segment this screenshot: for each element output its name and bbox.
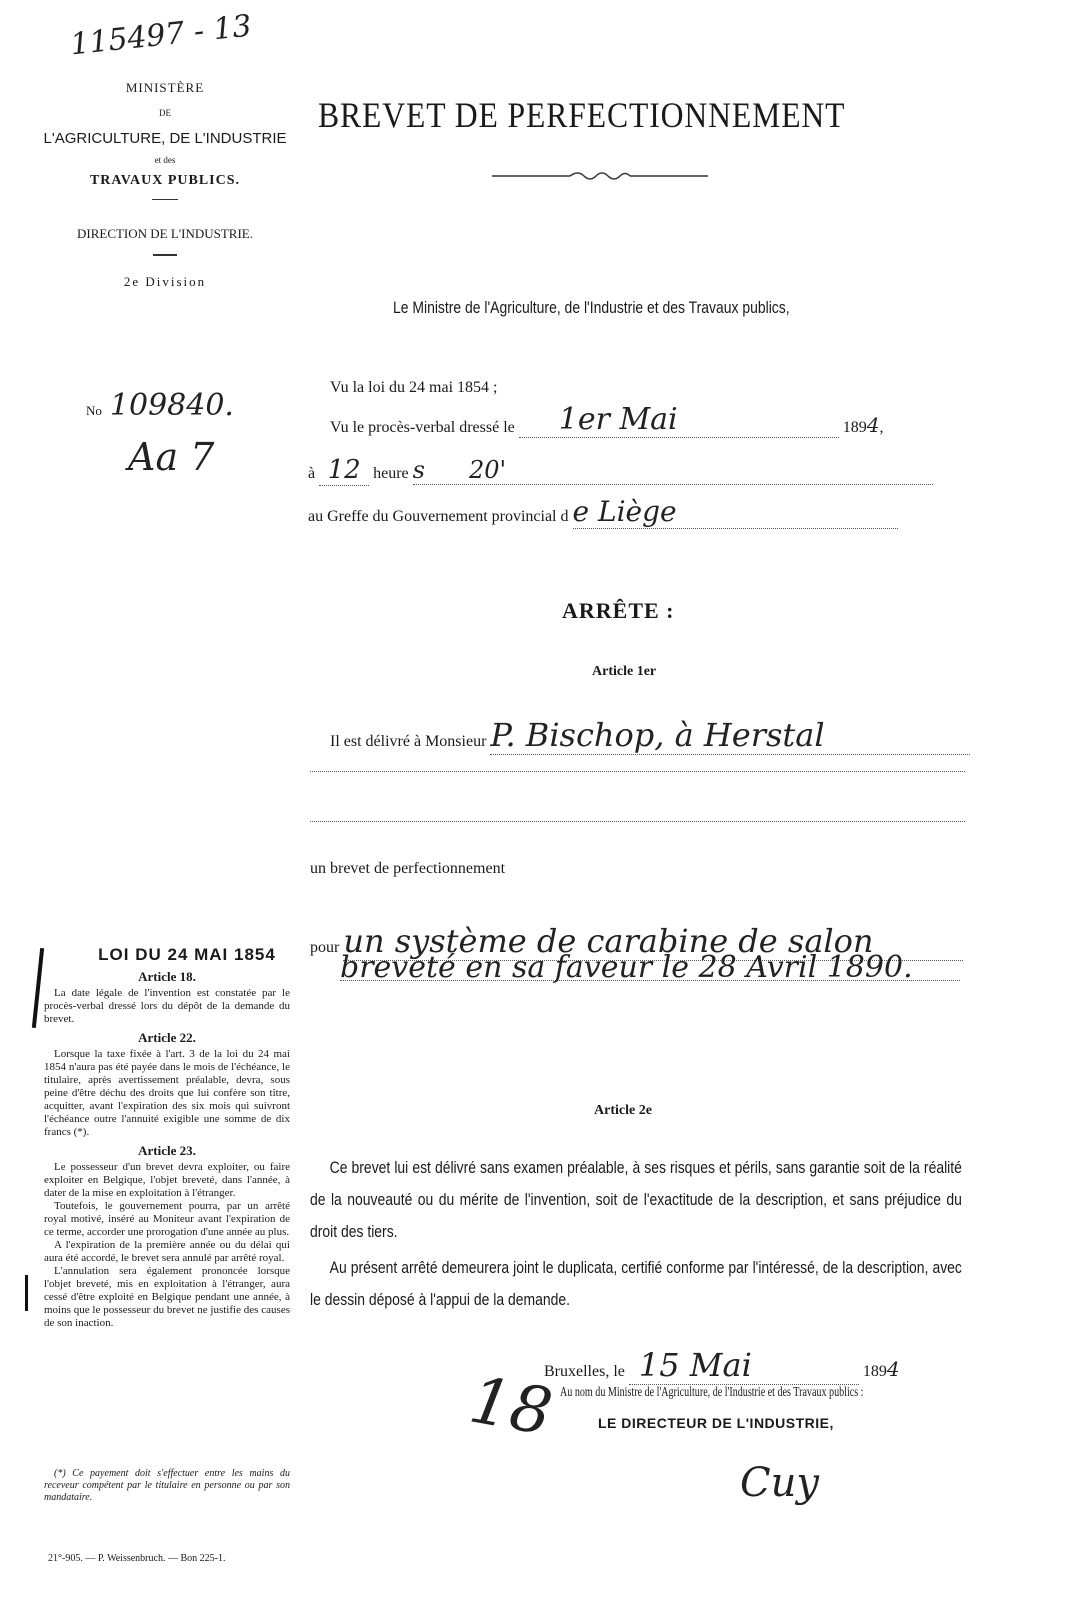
signature: Cuy [740, 1460, 819, 1506]
law-art23-p1: Le possesseur d'un brevet devra exploiter, ou faire exploiter en Belgique, l'objet breveté, dans l'année, à dater de la mise en exploitation à l'étranger. [44, 1161, 290, 1199]
article2-title: Article 2e [594, 1103, 652, 1118]
greffe-field [573, 495, 898, 529]
on-behalf: Au nom du Ministre de l'Agriculture, de l'Industrie et des Travaux publics : [560, 1385, 864, 1400]
article1-label: Il est délivré à Monsieur [330, 733, 487, 750]
place-label: Bruxelles, le [544, 1363, 625, 1380]
proces-verbal-date: 1er Mai [558, 402, 678, 437]
article1-row [330, 716, 1010, 755]
divider [153, 254, 177, 256]
title-ornament [490, 168, 710, 184]
heure-row [308, 455, 968, 486]
law-art22-text: Lorsque la taxe fixée à l'art. 3 de la loi du 24 mai 1854 n'aura pas été payée dans le mois de l'échéance, le titulaire, après avertissement préalable, devra, sous peine d'être déchu des droits que lui confère son titre, acquitter, avant l'expiration des six mois qui suivront l'échéance outre l'annuité exigible une somme de dix francs (*). [44, 1048, 290, 1138]
heure-label: heure [373, 465, 409, 482]
vu-loi: Vu la loi du 24 mai 1854 ; [330, 379, 498, 396]
vu-proces-verbal-label: Vu le procès-verbal dressé le [330, 419, 515, 436]
blank-line-1 [310, 770, 965, 772]
sign-date-field [629, 1346, 859, 1385]
place-date-row [544, 1346, 900, 1385]
direction-label: DIRECTION DE L'INDUSTRIE. [76, 226, 253, 241]
ministry-line5: TRAVAUX PUBLICS. [89, 173, 241, 188]
heure-minutes: 20' [468, 456, 507, 484]
heure-s: s [412, 456, 425, 484]
article2-p1: Ce brevet lui est délivré sans examen préalable, à ses risques et périls, sans garantie soit de la réalité de la nouveauté ou du mérite de l'invention, soit de l'exactitude de la description, et sans préjudice du droit des tiers. [310, 1158, 962, 1241]
brevet-label: un brevet de perfectionnement [310, 860, 506, 877]
ministry-line3: L'AGRICULTURE, DE L'INDUSTRIE [43, 130, 287, 147]
law-art23-p3: A l'expiration de la première année ou du délai qui aura été accordé, le brevet sera annulé par arrêté royal. [44, 1239, 290, 1264]
greffe-row [308, 495, 968, 529]
number-prefix: No [86, 403, 102, 418]
law-art23-title: Article 23. [138, 1143, 196, 1158]
sign-date: 15 Mai [638, 1346, 752, 1384]
minister-line: Le Ministre de l'Agriculture, de l'Industrie et des Travaux publics, [393, 298, 790, 317]
pour-label: pour [310, 939, 340, 956]
law-art23-p4: L'annulation sera également prononcée lorsque l'objet breveté, mis en exploitation à l'étranger, aura cessé d'être exploité en Belgique pendant une année, à moins que le possesseur du brevet ne justifie des causes de son inaction. [44, 1265, 290, 1329]
arrete-heading: ARRÊTE : [562, 598, 675, 623]
greffe-value: e Liège [572, 495, 677, 528]
page-title: BREVET DE PERFECTIONNEMENT [318, 95, 846, 135]
vu-proces-verbal-row [330, 402, 970, 438]
article2-p2: Au présent arrêté demeurera joint le duplicata, certifié conforme par l'intéressé, de la description, avec le dessin déposé à l'appui de la demande. [310, 1258, 962, 1309]
law-art18-text: La date légale de l'invention est constatée par le procès-verbal dressé lors du dépôt de la demande du brevet. [44, 987, 290, 1025]
margin-stroke [32, 948, 44, 1028]
year-suffix: 4 [866, 413, 880, 437]
handwritten-reference: 115497 - 13 [68, 8, 254, 63]
heure-prefix: à [308, 465, 316, 482]
ornament-divider [152, 199, 178, 200]
heure-hour: 12 [319, 455, 369, 486]
printer-line: 21°-905. — P. Weissenbruch. — Bon 225-1. [48, 1553, 226, 1564]
article1-value: P. Bischop, à Herstal [490, 716, 825, 754]
sign-year-suffix: 4 [886, 1357, 900, 1381]
law-art23-p2: Toutefois, le gouvernement pourra, par un arrêté royal motivé, inséré au Moniteur avant l'expiration de ce terme, accorder une prorogation d'une année au plus. [44, 1200, 290, 1238]
division-label: 2e Division [123, 274, 207, 289]
heure-minutes-field [413, 456, 933, 485]
law-title: LOI DU 24 MAI 1854 [98, 945, 276, 964]
number-value: 109840. [109, 388, 234, 423]
year-comma: , [879, 419, 884, 436]
ministry-line2: DE [159, 108, 171, 118]
pour-field-2 [340, 950, 960, 985]
margin-stroke-2 [25, 1275, 28, 1311]
year-prefix: 189 [842, 419, 867, 436]
pour-line1: un système de carabine de salon [343, 922, 874, 960]
proces-verbal-date-field [519, 402, 839, 438]
sign-year-prefix: 189 [862, 1363, 887, 1380]
law-art18-title: Article 18. [138, 969, 196, 984]
stamp-mark: 18 [464, 1363, 558, 1451]
law-footnote: (*) Ce payement doit s'effectuer entre les mains du receveur compétent par le titulaire en personne ou par son mandataire. [44, 1468, 290, 1503]
ministry-line4: et des [154, 155, 176, 165]
director-label: LE DIRECTEUR DE L'INDUSTRIE, [598, 1415, 834, 1431]
number-note: Aa 7 [128, 435, 215, 479]
patent-number [86, 388, 234, 423]
ministry-header [40, 80, 290, 290]
blank-line-2 [310, 820, 965, 822]
pour-line2: breveté en sa faveur le 28 Avril 1890. [340, 950, 913, 985]
law-art22-title: Article 22. [138, 1030, 196, 1045]
article1-title: Article 1er [592, 664, 657, 679]
greffe-label: au Greffe du Gouvernement provincial d [308, 508, 569, 525]
article1-field [490, 716, 970, 755]
ministry-line1: MINISTÈRE [125, 80, 205, 95]
law-block [44, 945, 290, 1330]
